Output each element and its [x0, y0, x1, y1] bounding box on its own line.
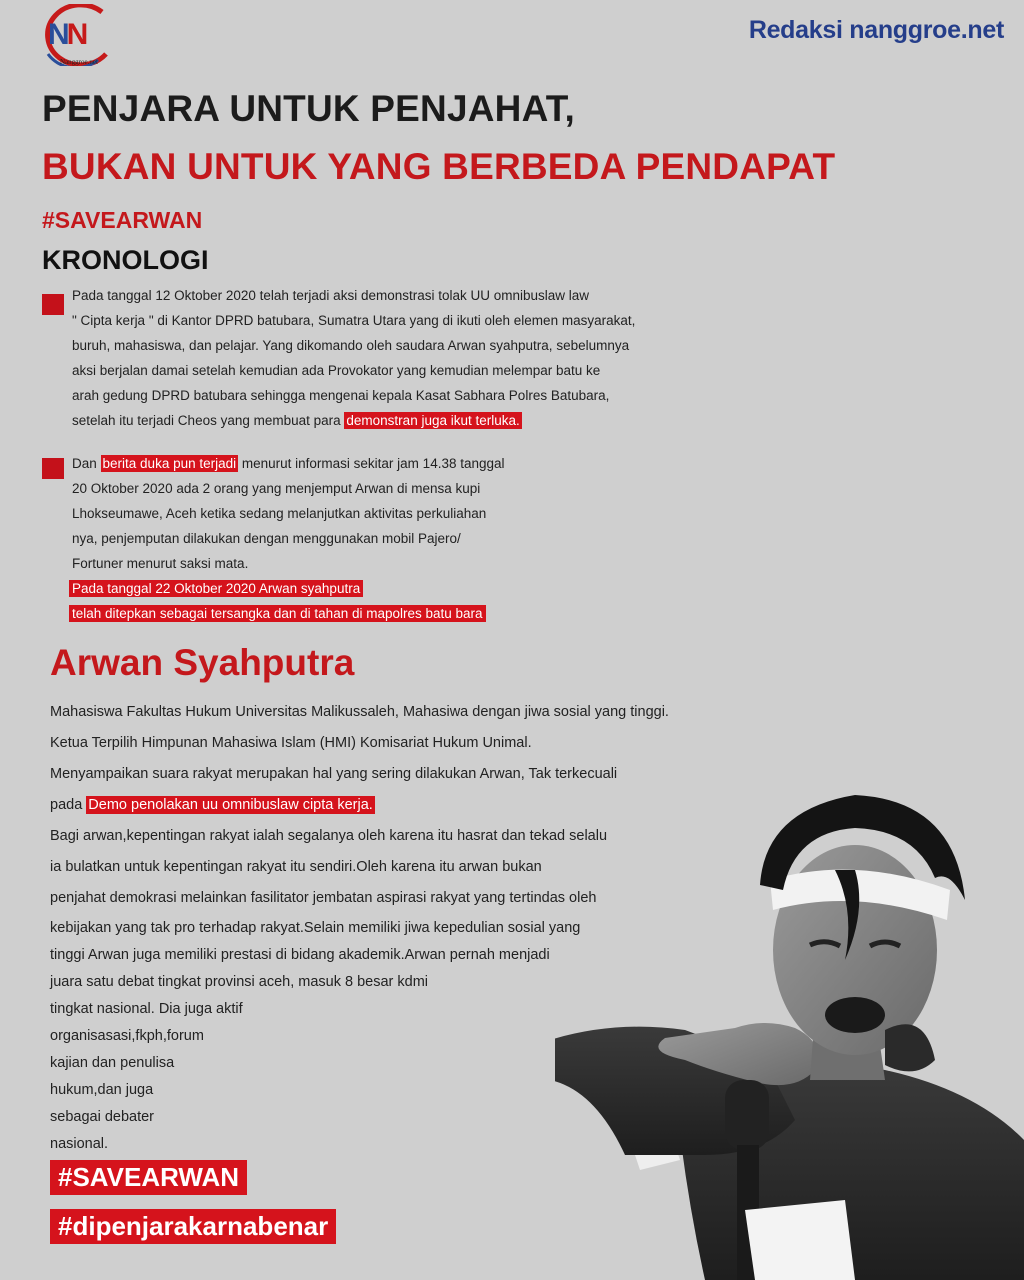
hashtag-savearwan-bottom: #SAVEARWAN	[50, 1160, 247, 1195]
text-line: Menyampaikan suara rakyat merupakan hal yang sering dilakukan Arwan, Tak terkecuali	[50, 766, 618, 782]
chronology-paragraph-1	[72, 288, 772, 438]
chronology-paragraph-2	[72, 456, 632, 631]
highlight-demonstran-terluka: demonstran juga ikut terluka.	[346, 413, 520, 428]
text-line: juara satu debat tingkat provinsi aceh, masuk 8 besar kdmi	[50, 974, 429, 990]
section-title-kronologi: KRONOLOGI	[42, 245, 209, 275]
text-line	[50, 797, 375, 813]
text-line: tinggi Arwan juga memiliki prestasi di bidang akademik.Arwan pernah menjadi	[50, 947, 550, 963]
text-line: aksi berjalan damai setelah kemudian ada Provokator yang kemudian melempar batu ke	[72, 363, 601, 378]
bullet-square-icon	[42, 294, 64, 315]
highlight-berita-duka: berita duka pun terjadi	[102, 456, 237, 471]
text-line: Lhokseumawe, Aceh ketika sedang melanjutkan aktivitas perkuliahan	[72, 506, 487, 521]
profile-name: Arwan Syahputra	[50, 642, 355, 683]
text-line	[72, 456, 505, 471]
headline-line-1: PENJARA UNTUK PENJAHAT,	[42, 88, 575, 129]
bullet-square-icon	[42, 458, 64, 479]
text-line	[69, 606, 486, 621]
text-segment: setelah itu terjadi Cheos yang membuat para	[72, 413, 345, 428]
headline-line-2: BUKAN UNTUK YANG BERBEDA PENDAPAT	[42, 146, 836, 187]
text-segment: menurut informasi sekitar jam 14.38 tanggal	[238, 456, 505, 471]
text-line: ia bulatkan untuk kepentingan rakyat itu sendiri.Oleh karena itu arwan bukan	[50, 859, 542, 875]
highlight-tersangka-line-1: Pada tanggal 22 Oktober 2020 Arwan syahputra	[69, 580, 363, 597]
highlight-demo-penolakan: Demo penolakan uu omnibuslaw cipta kerja.	[88, 797, 373, 813]
text-line: Ketua Terpilih Himpunan Mahasiwa Islam (HMI) Komisariat Hukum Unimal.	[50, 735, 532, 751]
text-line: Bagi arwan,kepentingan rakyat ialah segalanya oleh karena itu hasrat dan tekad selalu	[50, 828, 608, 844]
text-line: hukum,dan juga	[50, 1082, 154, 1098]
text-line	[69, 581, 363, 596]
text-line: 20 Oktober 2020 ada 2 orang yang menjemput Arwan di mensa kupi	[72, 481, 481, 496]
text-line: buruh, mahasiswa, dan pelajar. Yang dikomando oleh saudara Arwan syahputra, sebelumnya	[72, 338, 630, 353]
text-line: sebagai debater	[50, 1109, 154, 1125]
text-line: penjahat demokrasi melainkan fasilitator jembatan aspirasi rakyat yang tertindas oleh	[50, 890, 597, 906]
redaksi-label: Redaksi nanggroe.net	[748, 16, 1004, 44]
text-line: organisasasi,fkph,forum	[50, 1028, 204, 1044]
logo-letters: NN	[48, 18, 86, 51]
text-line: kajian dan penulisa	[50, 1055, 175, 1071]
text-line: nasional.	[50, 1136, 109, 1152]
text-line: Fortuner menurut saksi mata.	[72, 556, 249, 571]
highlight-tersangka-line-2: telah ditepkan sebagai tersangka dan di tahan di mapolres batu bara	[69, 605, 486, 622]
text-line: nya, penjemputan dilakukan dengan menggunakan mobil Pajero/	[72, 531, 461, 546]
text-line: " Cipta kerja " di Kantor DPRD batubara, Sumatra Utara yang di ikuti oleh elemen masyarakat,	[72, 313, 636, 328]
profile-bio	[50, 704, 770, 1154]
text-line: Mahasiswa Fakultas Hukum Universitas Malikussaleh, Mahasiwa dengan jiwa sosial yang tinggi.	[50, 704, 669, 720]
text-line: Pada tanggal 12 Oktober 2020 telah terjadi aksi demonstrasi tolak UU omnibuslaw law	[72, 288, 590, 303]
text-line: arah gedung DPRD batubara sehingga mengenai kepala Kasat Sabhara Polres Batubara,	[72, 388, 610, 403]
hashtag-dipenjarakarnabenar: #dipenjarakarnabenar	[50, 1209, 336, 1244]
text-line: kebijakan yang tak pro terhadap rakyat.Selain memiliki jiwa kepedulian sosial yang	[50, 920, 581, 936]
text-line: tingkat nasional. Dia juga aktif	[50, 1001, 243, 1017]
logo-site-name: Nanggroe.net	[60, 58, 98, 66]
site-logo	[36, 4, 118, 74]
text-segment: pada	[50, 797, 87, 813]
text-line	[72, 413, 522, 428]
hashtag-savearwan-top: #SAVEARWAN	[42, 207, 203, 233]
text-segment: Dan	[72, 456, 101, 471]
